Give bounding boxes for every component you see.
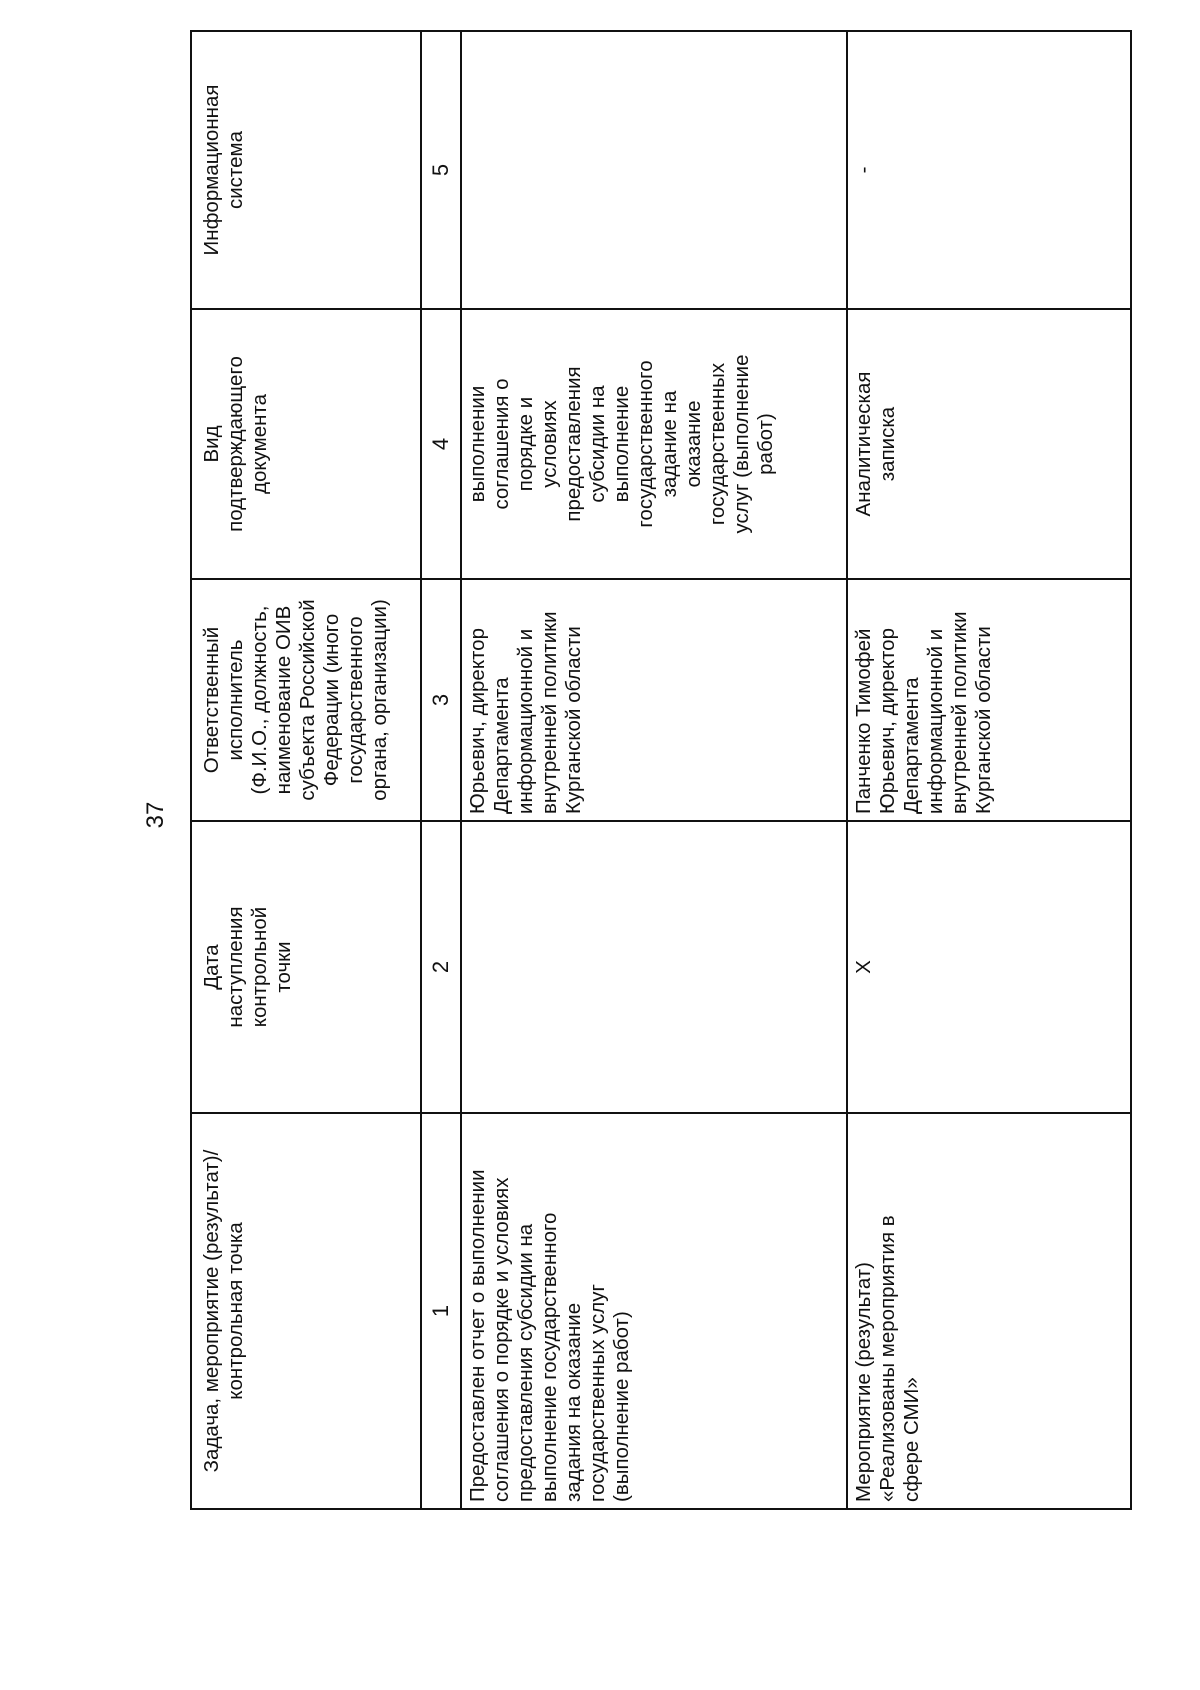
column-number: 5: [421, 31, 461, 309]
control-points-table: [190, 30, 1132, 1510]
cell-task: Предоставлен отчет о выполнении соглашения о порядке и условиях предоставления субсидии на выполнение государственного задания на оказание государственных услуг (выполнение работ): [461, 1113, 847, 1509]
cell-info-system: -: [847, 31, 1131, 309]
cell-info-system: [461, 31, 847, 309]
table-row: [847, 31, 1131, 1509]
header-executor: Ответственный исполнитель (Ф.И.О., должность, наименование ОИВ субъекта Российской Федерации (иного государственного органа, организации): [191, 579, 421, 821]
table-header-row: [191, 31, 421, 1509]
cell-executor: Панченко Тимофей Юрьевич, директор Департамента информационной и внутренней политики Курганской области: [847, 579, 1131, 821]
column-number: 4: [421, 309, 461, 579]
header-document: Вид подтверждающего документа: [191, 309, 421, 579]
column-number: 1: [421, 1113, 461, 1509]
cell-task: Мероприятие (результат) «Реализованы мероприятия в сфере СМИ»: [847, 1113, 1131, 1509]
column-number: 3: [421, 579, 461, 821]
cell-document: Аналитическая записка: [847, 309, 1131, 579]
column-number: 2: [421, 821, 461, 1113]
column-number-row: [421, 31, 461, 1509]
rotated-table-container: [190, 32, 1130, 1510]
header-date: Дата наступления контрольной точки: [191, 821, 421, 1113]
page-number: 37: [142, 801, 169, 829]
cell-executor: Юрьевич, директор Департамента информационной и внутренней политики Курганской области: [461, 579, 847, 821]
table-row: [461, 31, 847, 1509]
cell-date: X: [847, 821, 1131, 1113]
cell-document: выполнении соглашения о порядке и условиях предоставления субсидии на выполнение государственного задание на оказание государственных услуг (выполнение работ): [461, 309, 847, 579]
header-task: Задача, мероприятие (результат)/ контрольная точка: [191, 1113, 421, 1509]
header-info-system: Информационная система: [191, 31, 421, 309]
cell-date: [461, 821, 847, 1113]
